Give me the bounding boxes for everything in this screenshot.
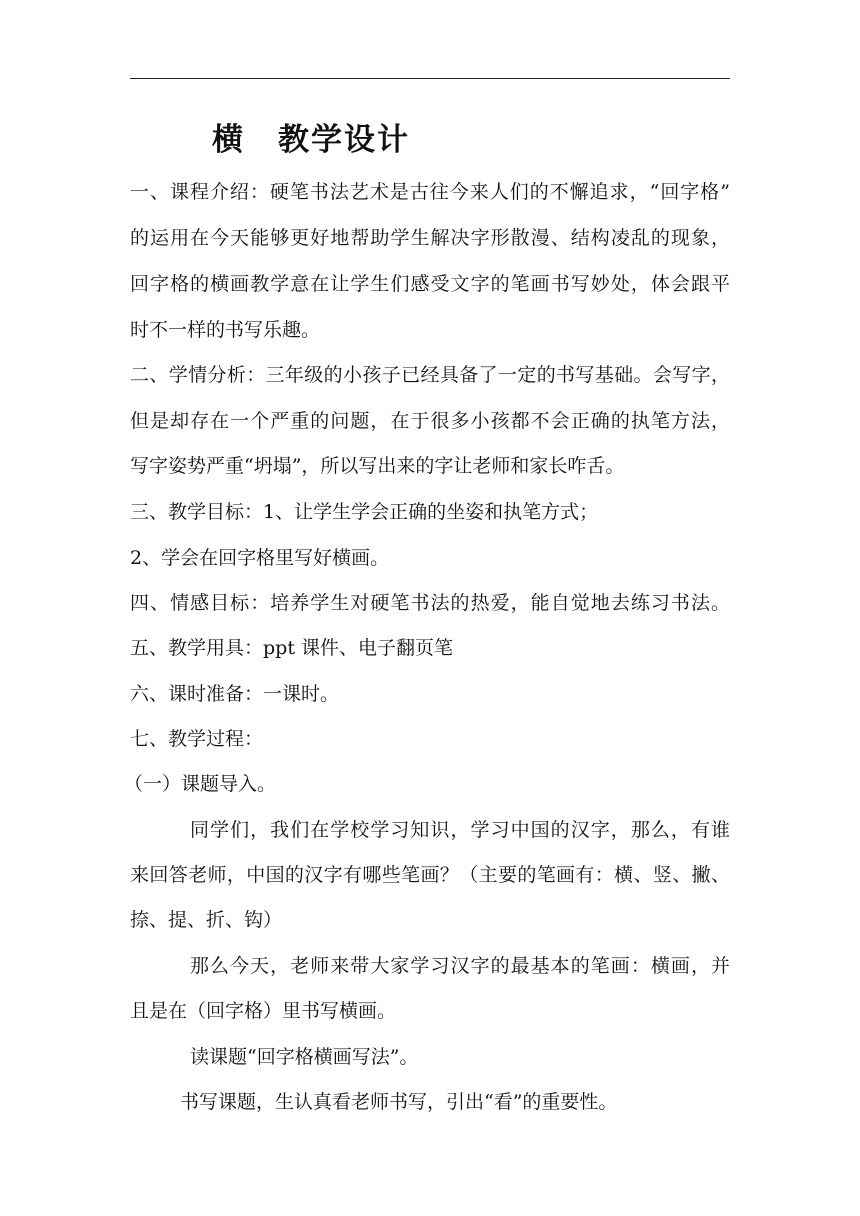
emotion-goal-line: 四、情感目标：培养学生对硬笔书法的热爱，能自觉地去练习书法。: [130, 592, 730, 614]
objectives-line-1: 三、教学目标：1、让学生学会正确的坐姿和执笔方式；: [130, 501, 599, 523]
intro-line-1: 一、课程介绍：硬笔书法艺术是古往今来人们的不懈追求，“回字格”: [130, 181, 730, 203]
process-para2-line-1: 那么今天，老师来带大家学习汉字的最基本的笔画：横画，并: [190, 955, 730, 977]
process-para2-line-2: 且是在（回字格）里书写横画。: [130, 1000, 397, 1022]
analysis-line-2: 但是却存在一个严重的问题，在于很多小孩都不会正确的执笔方法，: [130, 410, 730, 432]
process-heading: 七、教学过程：: [130, 728, 264, 750]
intro-section-heading: （一）课题导入。: [124, 773, 277, 795]
process-para1-line-2: 来回答老师，中国的汉字有哪些笔画？（主要的笔画有：横、竖、撇、: [130, 864, 730, 886]
time-prep-line: 六、课时准备：一课时。: [130, 683, 340, 705]
objectives-line-2: 2、学会在回字格里写好横画。: [130, 547, 390, 569]
intro-line-4: 时不一样的书写乐趣。: [130, 319, 321, 341]
intro-line-2: 的运用在今天能够更好地帮助学生解决字形散漫、结构凌乱的现象，: [130, 227, 730, 249]
document-title: 横 教学设计: [212, 122, 410, 158]
analysis-line-3: 写字姿势严重“坍塌”，所以写出来的字让老师和家长咋舌。: [130, 455, 625, 477]
process-para1-line-1: 同学们，我们在学校学习知识，学习中国的汉字，那么，有谁: [190, 819, 730, 841]
intro-line-3: 回字格的横画教学意在让学生们感受文字的笔画书写妙处，体会跟平: [130, 273, 730, 295]
analysis-line-1: 二、学情分析：三年级的小孩子已经具备了一定的书写基础。会写字，: [130, 364, 730, 386]
read-title-line: 读课题“回字格横画写法”。: [190, 1046, 419, 1068]
write-title-line: 书写课题，生认真看老师书写，引出“看”的重要性。: [180, 1091, 618, 1113]
teaching-tools-line: 五、教学用具：ppt 课件、电子翻页笔: [130, 637, 454, 659]
header-rule: [130, 78, 730, 79]
process-para1-line-3: 捺、提、折、钩）: [130, 909, 283, 931]
